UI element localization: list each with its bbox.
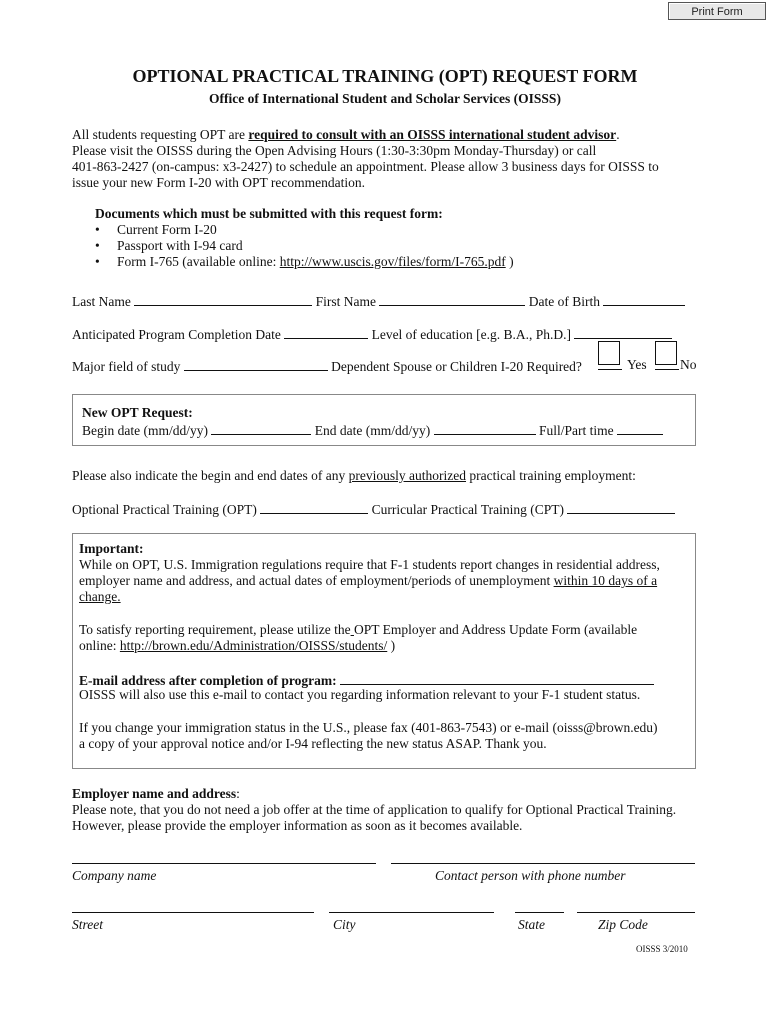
city-label: City: [333, 917, 356, 932]
education-level-label: Level of education [e.g. B.A., Ph.D.]: [371, 327, 572, 342]
intro-text: All students requesting OPT are: [72, 127, 249, 142]
fullpart-label: Full/Part time: [538, 423, 614, 438]
important-p2-text: To satisfy reporting requirement, please utilize the: [79, 622, 351, 637]
previous-intro: [72, 468, 636, 484]
update-form-link[interactable]: http://brown.edu/Administration/OISSS/students/: [119, 638, 388, 653]
yes-underline: [598, 369, 622, 370]
opt-field[interactable]: [260, 500, 368, 514]
previous-text-end: practical training employment:: [466, 468, 636, 483]
intro-line-3: 401-863-2427 (on-campus: x3-2427) to schedule an appointment. Please allow 3 business days for OISSS to: [72, 159, 659, 174]
important-p2-line2: [79, 638, 395, 654]
first-name-field[interactable]: [379, 292, 525, 306]
form-subtitle: Office of International Student and Scholar Services (OISSS): [209, 91, 561, 106]
education-level-field[interactable]: [574, 325, 672, 339]
last-name-field[interactable]: [134, 292, 312, 306]
form-title: OPTIONAL PRACTICAL TRAINING (OPT) REQUEST FORM: [132, 66, 638, 86]
form-version-code: OISSS 3/2010: [636, 944, 688, 954]
begin-date-field[interactable]: [211, 421, 311, 435]
employer-heading: Employer name and address: [72, 786, 237, 801]
online-close: ): [387, 638, 396, 653]
end-date-field[interactable]: [434, 421, 536, 435]
contact-person-label: Contact person with phone number: [435, 868, 626, 883]
cpt-field[interactable]: [567, 500, 675, 514]
doc-item-i765: [95, 254, 514, 270]
email-label: E-mail address after completion of program:: [79, 673, 337, 688]
contact-person-field[interactable]: [391, 863, 695, 864]
company-name-field[interactable]: [72, 863, 376, 864]
major-row: [72, 357, 582, 375]
important-p2-line1: [79, 622, 637, 638]
no-underline: [655, 369, 679, 370]
previous-row: [72, 500, 675, 518]
completion-date-label: Anticipated Program Completion Date: [72, 327, 281, 342]
important-p1-line3: change.: [79, 589, 121, 604]
important-p1-line1: While on OPT, U.S. Immigration regulations require that F-1 students report changes in residential address,: [79, 557, 660, 572]
yes-label: Yes: [627, 357, 647, 372]
intro-period: .: [616, 127, 620, 142]
employer-note-line1: Please note, that you do not need a job offer at the time of application to qualify for Optional Practical Training.: [72, 802, 677, 817]
print-form-button[interactable]: Print Form: [668, 2, 766, 20]
yes-checkbox[interactable]: [598, 341, 620, 365]
zip-field[interactable]: [577, 912, 695, 913]
street-label: Street: [72, 917, 103, 932]
doc-item-i20: • Current Form I-20: [95, 222, 514, 238]
city-field[interactable]: [329, 912, 494, 913]
major-label: Major field of study: [72, 359, 181, 374]
new-opt-heading: New OPT Request:: [82, 405, 193, 420]
documents-list: [95, 222, 514, 270]
previous-text: Please also indicate the begin and end dates of any: [72, 468, 349, 483]
completion-row: [72, 325, 672, 343]
intro-line-1: [72, 127, 620, 143]
documents-heading: Documents which must be submitted with this request form:: [95, 206, 443, 221]
important-p1-text: employer name and address, and actual dates of employment/periods of unemployment: [79, 573, 554, 588]
state-field[interactable]: [515, 912, 564, 913]
employer-heading-colon: :: [236, 786, 240, 801]
within-10-days-text: within 10 days of a: [553, 573, 658, 588]
dependent-label: Dependent Spouse or Children I-20 Required?: [331, 359, 582, 374]
begin-date-label: Begin date (mm/dd/yy): [82, 423, 208, 438]
doc-item-passport: • Passport with I-94 card: [95, 238, 514, 254]
important-p4-line2: a copy of your approval notice and/or I-94 reflecting the new status ASAP. Thank you.: [79, 736, 547, 751]
important-p4-line1: If you change your immigration status in the U.S., please fax (401-863-7543) or e-mail (oisss@brown.edu): [79, 720, 658, 735]
major-field[interactable]: [184, 357, 328, 371]
previously-authorized-text: previously authorized: [348, 468, 467, 483]
employer-note-line2: However, please provide the employer information as soon as it becomes available.: [72, 818, 523, 833]
zip-label: Zip Code: [598, 917, 648, 932]
street-field[interactable]: [72, 912, 314, 913]
first-name-label: First Name: [315, 294, 376, 309]
name-row: [72, 292, 685, 310]
cpt-label: Curricular Practical Training (CPT): [371, 502, 564, 517]
completion-date-field[interactable]: [284, 325, 368, 339]
company-name-label: Company name: [72, 868, 157, 883]
important-heading: Important:: [79, 541, 144, 556]
dob-field[interactable]: [603, 292, 685, 306]
i765-link[interactable]: http://www.uscis.gov/files/form/I-765.pdf: [279, 254, 506, 269]
important-p1-line2: [79, 573, 657, 589]
important-p2-text-end: OPT Employer and Address Update Form (available: [353, 622, 638, 637]
intro-line-4: issue your new Form I-20 with OPT recommendation.: [72, 175, 365, 190]
last-name-label: Last Name: [72, 294, 131, 309]
no-checkbox[interactable]: [655, 341, 677, 365]
no-label: No: [680, 357, 697, 372]
new-opt-dates-row: [82, 421, 663, 439]
employer-heading-row: [72, 786, 240, 802]
opt-label: Optional Practical Training (OPT): [72, 502, 257, 517]
intro-line-2: Please visit the OISSS during the Open Advising Hours (1:30-3:30pm Monday-Thursday) or call: [72, 143, 597, 158]
doc-item-i765-text: Form I-765 (available online:: [117, 254, 280, 269]
fullpart-field[interactable]: [617, 421, 663, 435]
state-label: State: [518, 917, 545, 932]
intro-requirement: required to consult with an OISSS international student advisor: [248, 127, 617, 142]
end-date-label: End date (mm/dd/yy): [314, 423, 431, 438]
email-note: OISSS will also use this e-mail to contact you regarding information relevant to your F-1 student status.: [79, 687, 641, 702]
online-label: online:: [79, 638, 120, 653]
email-field[interactable]: [340, 671, 654, 685]
dob-label: Date of Birth: [528, 294, 600, 309]
doc-item-i765-close: ): [505, 254, 514, 269]
